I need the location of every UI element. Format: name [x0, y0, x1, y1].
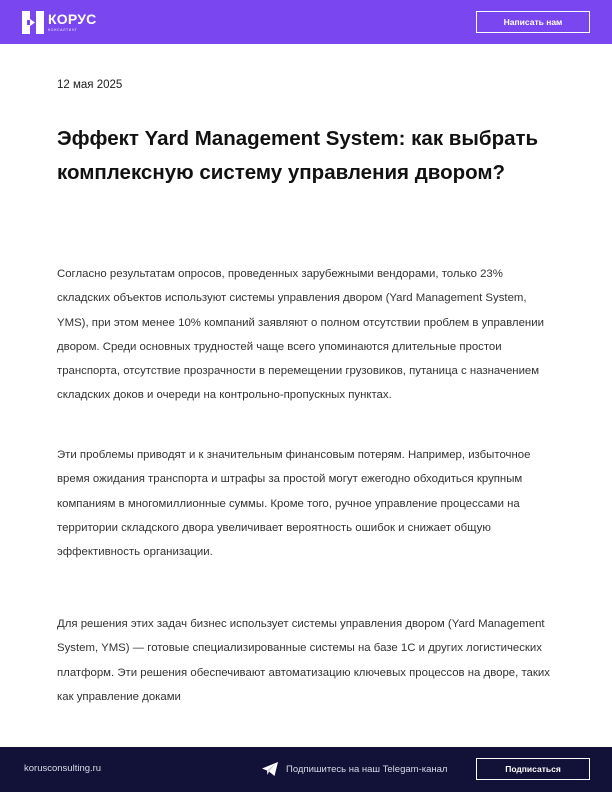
footer — [0, 747, 612, 792]
article-paragraph: Для решения этих задач бизнес использует системы управления двором (Yard Management System, YMS) — готовые специализированные системы на базе 1С и других логистических платформ. Эти решения обеспечивают автоматизацию ключевых процессов на дворе, таких как управление доками — [57, 618, 550, 703]
site-link[interactable]: korusconsulting.ru — [24, 763, 102, 774]
logo-name: КОРУС — [48, 11, 97, 28]
article-title: Эффект Yard Management System: как выбрать комплексную систему управления двором? — [57, 127, 539, 184]
article-paragraph: Эти проблемы приводят и к значительным финансовым потерям. Например, избыточное время ожидания транспорта и штрафы за простой могут ежегодно обходиться крупным компаниям в многомиллионные суммы. Кроме того, ручное управление процессами на территории складского двора увеличивает вероятность ошибок и снижает общую эффективность организации. — [57, 449, 531, 559]
telegram-icon — [262, 762, 278, 776]
korus-logo-icon — [22, 11, 44, 34]
subscribe-button[interactable]: Подписаться — [476, 758, 590, 780]
contact-us-button[interactable]: Написать нам — [476, 11, 590, 33]
logo-subtitle: КОНСАЛТИНГ — [48, 28, 78, 33]
telegram-link[interactable] — [262, 762, 447, 776]
article-paragraph: Согласно результатам опросов, проведенных зарубежными вендорами, только 23% складских объектов используют системы управления двором (Yard Management System, YMS), при этом менее 10% компаний заявляют о полном отсутствии проблем в управлении двором. Среди основных трудностей чаще всего упоминаются длительные простои транспорта, отсутствие прозрачности в перемещении грузовиков, путаница с назначением складских доков и очереди на контрольно-пропускных пунктах. — [57, 268, 544, 402]
article-date: 12 мая 2025 — [57, 79, 123, 91]
telegram-text: Подпишитесь на наш Telegam-канал — [286, 763, 448, 775]
logo[interactable] — [22, 11, 96, 34]
header — [0, 0, 612, 44]
